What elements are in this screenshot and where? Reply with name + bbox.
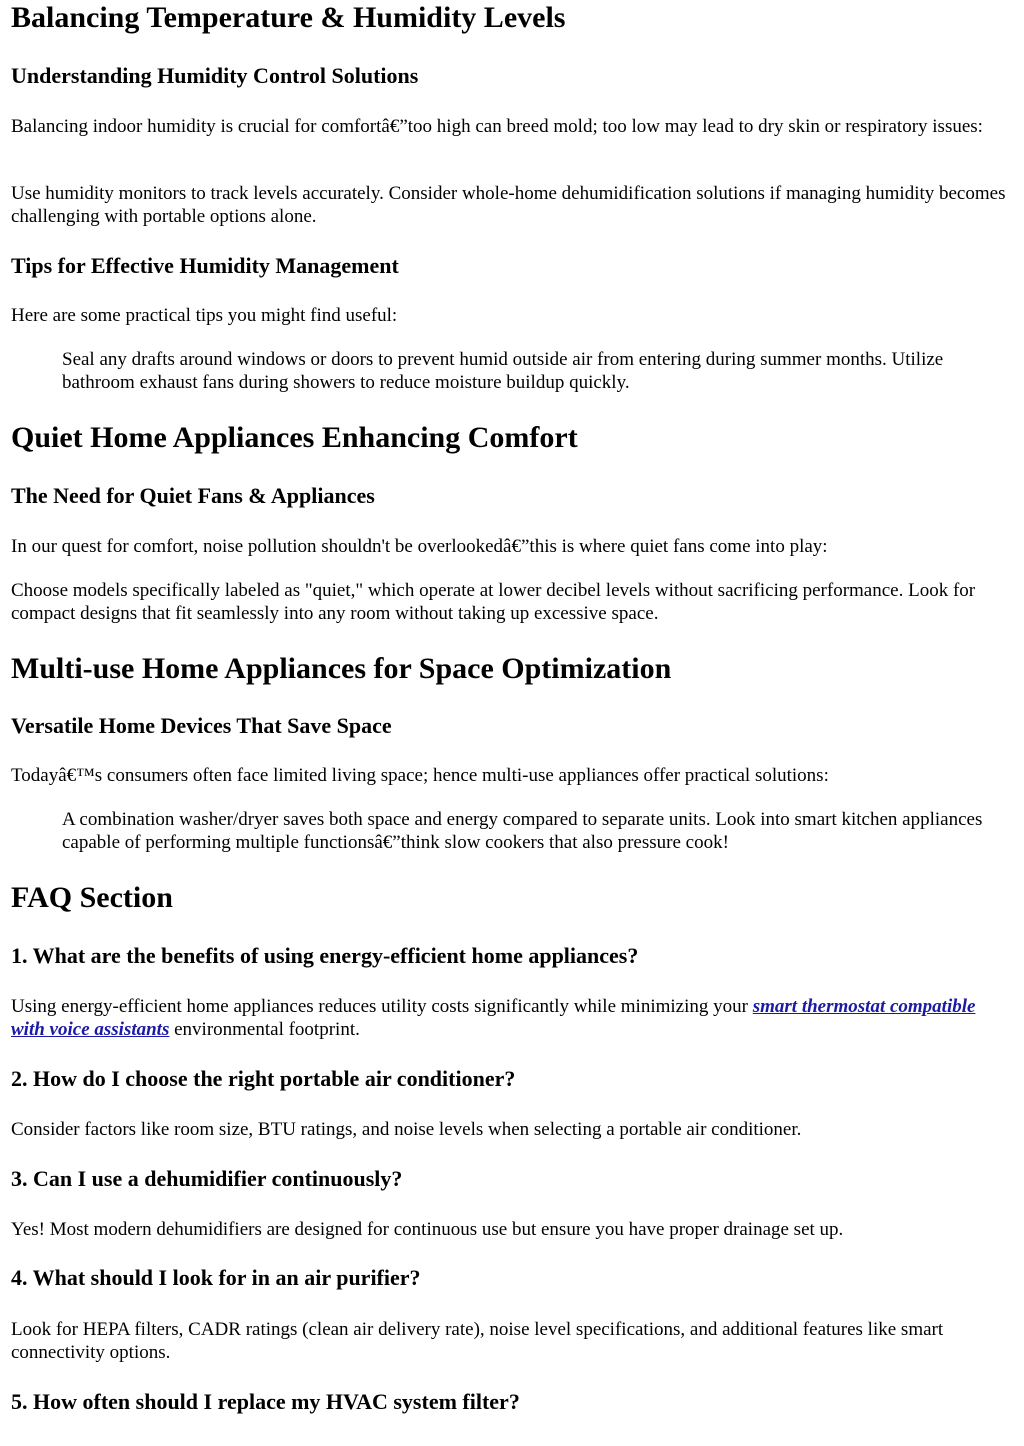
- list-multi-use: A combination washer/dryer saves both space and energy compared to separate units. Look into smart kitchen appliances capable of performing multiple functionsâ€”think slow cookers that also pressure cook!: [62, 809, 983, 853]
- faq-answer-3: Yes! Most modern dehumidifiers are designed for continuous use but ensure you have proper drainage set up.: [11, 1219, 844, 1240]
- subheading-versatile-devices: Versatile Home Devices That Save Space: [11, 713, 392, 738]
- faq-answer-1-text-pre: Using energy-efficient home appliances reduces utility costs significantly while minimizing your: [11, 996, 753, 1017]
- faq-answer-2: Consider factors like room size, BTU ratings, and noise levels when selecting a portable air conditioner.: [11, 1119, 802, 1140]
- heading-quiet-appliances: Quiet Home Appliances Enhancing Comfort: [11, 421, 578, 454]
- subheading-humidity-control: Understanding Humidity Control Solutions: [11, 63, 419, 88]
- faq-answer-4: Look for HEPA filters, CADR ratings (clean air delivery rate), noise level specifications, and additional features like smart connectivity options.: [11, 1319, 944, 1363]
- paragraph-quiet-models: Choose models specifically labeled as "quiet," which operate at lower decibel levels without sacrificing performance. Look for compact designs that fit seamlessly into any room without taking up excessive space.: [11, 580, 976, 624]
- list-humidity-tips: Seal any drafts around windows or doors to prevent humid outside air from entering during summer months. Utilize bathroom exhaust fans during showers to reduce moisture buildup quickly.: [62, 349, 944, 393]
- paragraph-multi-use-intro: Todayâ€™s consumers often face limited living space; hence multi-use appliances offer practical solutions:: [11, 765, 829, 786]
- faq-question-5: 5. How often should I replace my HVAC system filter?: [11, 1389, 520, 1414]
- subheading-humidity-tips: Tips for Effective Humidity Management: [11, 253, 399, 278]
- heading-faq: FAQ Section: [11, 881, 173, 914]
- faq-question-3: 3. Can I use a dehumidifier continuously?: [11, 1166, 403, 1191]
- heading-multi-use: Multi-use Home Appliances for Space Optimization: [11, 652, 672, 685]
- faq-question-1: 1. What are the benefits of using energy-efficient home appliances?: [11, 943, 639, 968]
- paragraph-tips-intro: Here are some practical tips you might find useful:: [11, 305, 398, 326]
- faq-answer-1: [11, 995, 1013, 1041]
- paragraph-quiet-intro: In our quest for comfort, noise pollution shouldn't be overlookedâ€”this is where quiet fans come into play:: [11, 536, 828, 557]
- heading-balancing: Balancing Temperature & Humidity Levels: [11, 1, 566, 34]
- faq-question-2: 2. How do I choose the right portable air conditioner?: [11, 1066, 516, 1091]
- faq-answer-1-text-post: environmental footprint.: [169, 1019, 360, 1040]
- faq-question-4: 4. What should I look for in an air purifier?: [11, 1265, 421, 1290]
- subheading-quiet-fans: The Need for Quiet Fans & Appliances: [11, 483, 375, 508]
- paragraph-humidity-monitors: Use humidity monitors to track levels accurately. Consider whole-home dehumidification solutions if managing humidity becomes challenging with portable options alone.: [11, 183, 1006, 227]
- paragraph-humidity-intro: Balancing indoor humidity is crucial for comfortâ€”too high can breed mold; too low may lead to dry skin or respiratory issues:: [11, 116, 983, 137]
- smart-thermostat-link[interactable]: smart thermostat compatible with voice assistants: [11, 996, 976, 1040]
